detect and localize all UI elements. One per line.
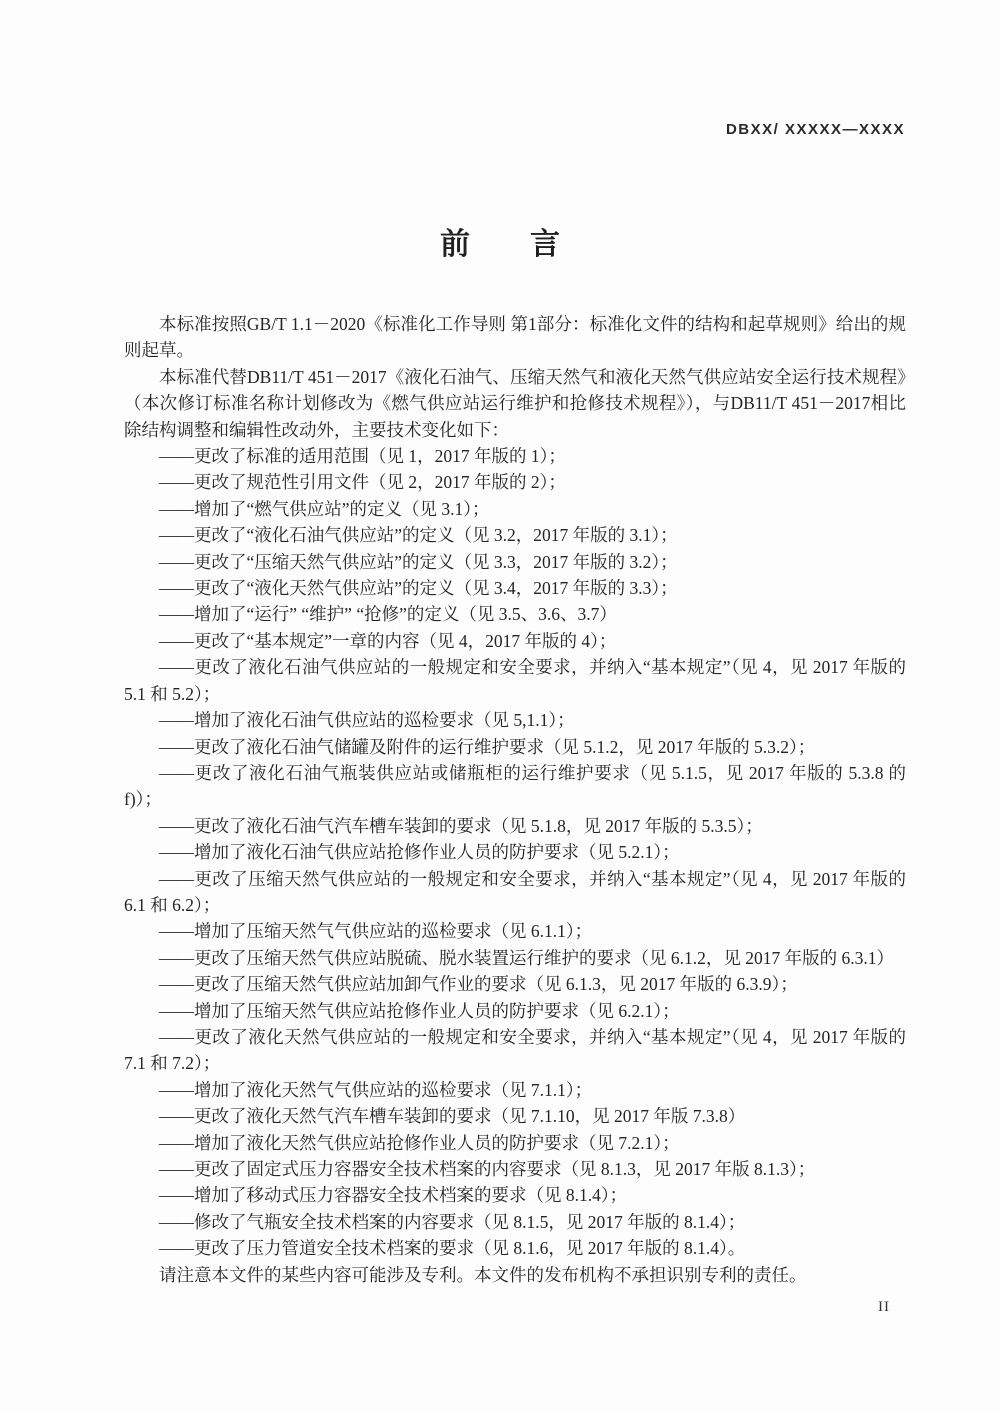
change-item: ——更改了液化石油气供应站的一般规定和安全要求，并纳入“基本规定”（见 4，见 2017 年版的 5.1 和 5.2）；	[124, 657, 906, 704]
foreword-body	[124, 311, 906, 1288]
foreword-intro	[124, 311, 906, 443]
change-item: ——更改了压缩天然气供应站加卸气作业的要求（见 6.1.3，见 2017 年版的 6.3.9）；	[159, 974, 798, 995]
document-code: DBXX/ XXXXX—XXXX	[725, 121, 905, 138]
page-number: II	[878, 1299, 890, 1315]
change-item: ——更改了压力管道安全技术档案的要求（见 8.1.6，见 2017 年版的 8.1.4）。	[159, 1238, 746, 1259]
patent-note: 请注意本文件的某些内容可能涉及专利。本文件的发布机构不承担识别专利的责任。	[159, 1264, 807, 1285]
change-item: ——增加了液化天然气供应站抢修作业人员的防护要求（见 7.2.1）；	[159, 1132, 680, 1153]
change-item: ——更改了标准的适用范围（见 1，2017 年版的 1）；	[159, 446, 566, 467]
change-item: ——修改了气瓶安全技术档案的内容要求（见 8.1.5，见 2017 年版的 8.1.4）；	[159, 1211, 746, 1232]
foreword-intro-paragraph: 本标准按照GB/T 1.1－2020《标准化工作导则 第1部分：标准化文件的结构和起草规则》给出的规则起草。	[124, 314, 906, 361]
change-item: ——更改了液化石油气储罐及附件的运行维护要求（见 5.1.2，见 2017 年版的 5.3.2）；	[159, 736, 816, 757]
change-item: ——增加了压缩天然气气供应站的巡检要求（见 6.1.1）；	[159, 921, 593, 942]
change-item: ——增加了“燃气供应站”的定义（见 3.1）；	[159, 498, 490, 519]
change-item: ——增加了移动式压力容器安全技术档案的要求（见 8.1.4）；	[159, 1185, 628, 1206]
change-item: ——更改了“基本规定”一章的内容（见 4，2017 年版的 4）；	[159, 630, 617, 651]
change-item: ——增加了液化天然气气供应站的巡检要求（见 7.1.1）；	[159, 1079, 593, 1100]
change-item: ——更改了液化天然气供应站的一般规定和安全要求，并纳入“基本规定”（见 4，见 2017 年版的 7.1 和 7.2）；	[124, 1026, 906, 1074]
change-item: ——更改了固定式压力容器安全技术档案的内容要求（见 8.1.3，见 2017 年版 8.1.3）；	[159, 1159, 816, 1179]
change-item: ——增加了液化石油气供应站抢修作业人员的防护要求（见 5.2.1）；	[159, 842, 680, 863]
change-item: ——更改了液化石油气汽车槽车装卸的要求（见 5.1.8，见 2017 年版的 5.3.5）；	[159, 815, 763, 836]
change-item: ——更改了“压缩天然气供应站”的定义（见 3.3，2017 年版的 3.2）；	[159, 551, 678, 572]
change-item: ——增加了“运行” “维护” “抢修”的定义（见 3.5、3.6、3.7）	[159, 604, 617, 625]
page-title: 前 言	[440, 228, 560, 261]
foreword-intro-paragraph: 本标准代替DB11/T 451－2017《液化石油气、压缩天然气和液化天然气供应站安全运行技术规程》（本次修订标准名称计划修改为《燃气供应站运行维护和抢修技术规程》），与DB11/T 451－2017相比除结构调整和编辑性改动外，主要技术变化如下：	[124, 366, 906, 440]
change-item: ——更改了压缩天然气供应站的一般规定和安全要求，并纳入“基本规定”（见 4，见 2017 年版的 6.1 和 6.2）；	[124, 868, 906, 915]
change-item: ——更改了规范性引用文件（见 2，2017 年版的 2）；	[159, 472, 566, 493]
change-item: ——更改了“液化石油气供应站”的定义（见 3.2，2017 年版的 3.1）；	[159, 525, 678, 546]
change-item: ——更改了压缩天然气供应站脱硫、脱水装置运行维护的要求（见 6.1.2，见 2017 年版的 6.3.1）	[159, 947, 894, 968]
change-item: ——更改了“液化天然气供应站”的定义（见 3.4，2017 年版的 3.3）；	[159, 578, 678, 599]
change-item: ——更改了液化石油气瓶装供应站或储瓶柜的运行维护要求（见 5.1.5，见 2017 年版的 5.3.8 的 f)）；	[124, 762, 906, 810]
change-item: ——增加了液化石油气供应站的巡检要求（见 5,1.1）；	[159, 710, 575, 731]
change-item: ——更改了液化天然气汽车槽车装卸的要求（见 7.1.10，见 2017 年版 7.3.8）	[159, 1106, 746, 1127]
change-list	[124, 443, 906, 1262]
change-item: ——增加了压缩天然气供应站抢修作业人员的防护要求（见 6.2.1）；	[159, 1000, 680, 1021]
